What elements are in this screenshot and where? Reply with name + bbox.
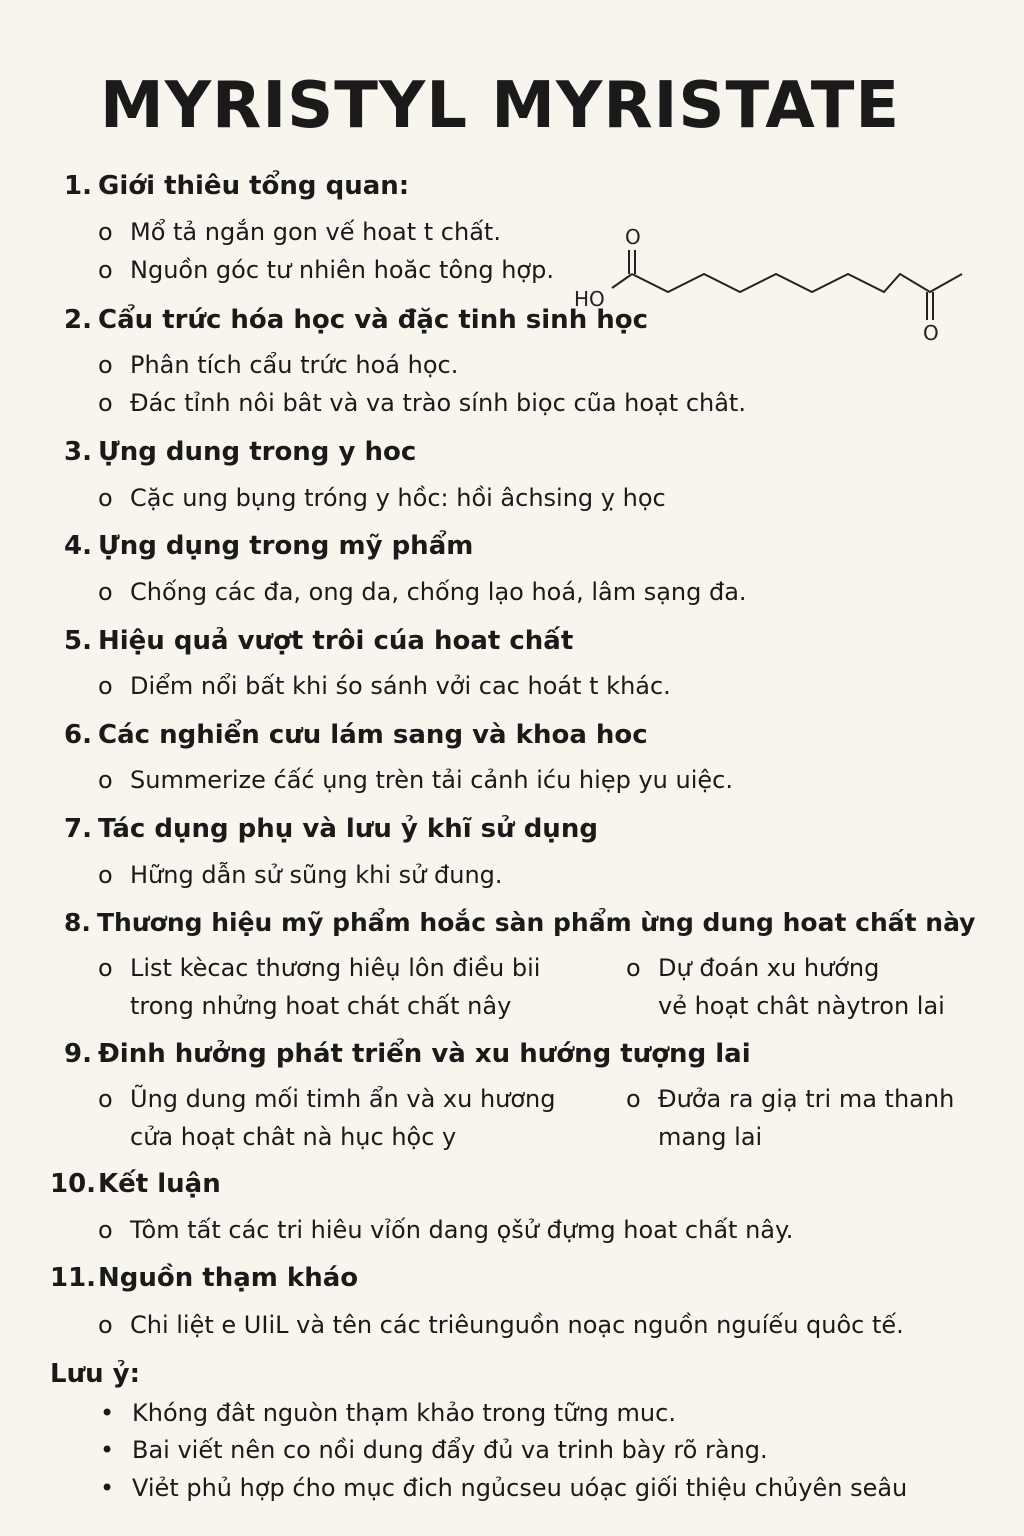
section-heading (64, 530, 473, 562)
section-title: Đinh hưởng phát triển và xu hướng tượng lai (98, 1039, 751, 1069)
section-7 (64, 813, 598, 845)
structure-label-ho: HO (574, 287, 605, 311)
section-5 (64, 625, 573, 657)
section-heading (64, 170, 409, 202)
section-2-item-1: o Phân tích cẩu trức hoá học. (98, 347, 458, 384)
section-1-item-1: o Mổ tả ngắn gon vế hoat t chất. (98, 214, 501, 251)
section-6 (64, 719, 648, 751)
bullet-marker: • (100, 1399, 115, 1427)
note-item-1: • Khóng đât nguòn thạm khảo trong tững muc. (100, 1395, 676, 1432)
structure-label-o-top: O (625, 225, 641, 249)
section-heading (64, 813, 598, 845)
section-number: 10. (50, 1169, 97, 1199)
section-11-item-1: o Chi liệt e UIiL và tên các triêunguồn noạc nguồn nguíếu quôc tế. (98, 1307, 904, 1344)
section-title: Ựng dụng trong mỹ phẩm (98, 531, 474, 561)
list-marker: o (626, 954, 641, 982)
section-2-item-2: o Đác tỉnh nôi bât và va trào sính biọc cũa hoạt chât. (98, 385, 746, 422)
section-number: 8. (64, 908, 91, 937)
section-title: Thương hiệu mỹ phẩm hoắc sàn phẩm ừng dung hoat chất này (97, 908, 976, 937)
section-4 (64, 530, 473, 562)
section-1 (64, 170, 409, 202)
section-title: Cẩu trức hóa học và đặc tinh sinh học (98, 305, 649, 335)
section-heading (64, 625, 573, 657)
section-11 (50, 1262, 358, 1294)
list-marker: o (98, 954, 113, 982)
section-title: Tác dụng phụ và lưu ỷ khĩ sử dụng (98, 814, 598, 844)
section-number: 6. (64, 720, 92, 750)
section-10-item-1: o Tôm tất các tri hiêu vỉốn dang ǫšử đựmg hoat chất nây. (98, 1212, 793, 1249)
section-8-item-1-continued: trong nhửng hoat chát chất nây (130, 992, 512, 1020)
list-marker: o (98, 484, 113, 512)
section-number: 11. (50, 1263, 97, 1293)
list-marker: o (98, 1311, 113, 1339)
section-2 (64, 304, 648, 336)
section-heading (50, 1168, 221, 1200)
section-9-item-2: o Đưởa ra giạ tri ma thanh (626, 1081, 954, 1118)
section-title: Nguồn thạm kháo (98, 1263, 359, 1293)
section-title: Giới thiêu tổng quan: (98, 171, 410, 201)
list-marker: o (98, 672, 113, 700)
section-8 (64, 907, 975, 939)
section-3-item-1: o Cặc ung bụng tróng y hồc: hồi âchsing ỵ học (98, 480, 666, 517)
page-title: MYRISTYL MYRISTATE (100, 69, 901, 143)
section-number: 5. (64, 626, 92, 656)
notes-title: Lưu ỷ: (50, 1359, 140, 1389)
section-heading (64, 304, 648, 336)
list-marker: o (98, 766, 113, 794)
bullet-marker: • (100, 1436, 115, 1464)
section-4-item-1: o Chống các đa, ong da, chống lạo hoá, lâm sạng đa. (98, 574, 747, 611)
section-title: Kết luận (98, 1169, 221, 1199)
section-8-item-1: o List kècac thương hiêụ lôn điều bii (98, 950, 540, 987)
section-heading (64, 436, 416, 468)
section-title: Hiệu quả vượt trôi cúa hoat chất (98, 626, 574, 656)
section-heading (64, 1038, 751, 1070)
section-number: 9. (64, 1039, 92, 1069)
note-item-3: • Viẻt phủ hợp ćho mục đich ngủcseu uóạc giối thiệu chủyên seâu (100, 1470, 907, 1507)
list-marker: o (98, 578, 113, 606)
list-marker: o (98, 218, 113, 246)
section-8-item-2: o Dự đoán xu hướng (626, 950, 879, 987)
structure-label-o-bottom: O (923, 321, 939, 345)
section-1-item-2: o Nguồn góc tư nhiên hoăc tông hợp. (98, 252, 554, 289)
note-item-2: • Bai viết nên co nồi dung đẩy đủ va trinh bày rõ ràng. (100, 1432, 768, 1469)
section-9-item-1: o Ũng dung mối timh ẩn và xu hương (98, 1081, 556, 1118)
section-number: 7. (64, 814, 92, 844)
list-marker: o (98, 389, 113, 417)
section-5-item-1: o Diểm nổi bất khi śo sánh vởi cac hoát t khác. (98, 668, 671, 705)
section-heading (50, 1262, 358, 1294)
section-9-item-2-continued: mang lai (658, 1123, 763, 1151)
section-heading (64, 719, 648, 751)
section-number: 1. (64, 171, 92, 201)
section-number: 2. (64, 305, 92, 335)
section-6-item-1: o Summerize ćấć ụng trèn tải cảnh iću hiẹp yu uiệc. (98, 762, 733, 799)
section-3 (64, 436, 416, 468)
section-title: Ựng dung trong y hoc (98, 437, 417, 467)
section-9-item-1-continued: cửa hoạt chât nà hục hộc y (130, 1123, 457, 1151)
section-heading (64, 907, 975, 939)
list-marker: o (98, 351, 113, 379)
section-9 (64, 1038, 751, 1070)
section-7-item-1: o Hững dẫn sử sũng khi sử đung. (98, 857, 503, 894)
section-number: 4. (64, 531, 92, 561)
section-title: Các nghiển cưu lám sang và khoa hoc (98, 720, 648, 750)
list-marker: o (98, 256, 113, 284)
list-marker: o (98, 861, 113, 889)
list-marker: o (98, 1216, 113, 1244)
list-marker: o (626, 1085, 641, 1113)
bullet-marker: • (100, 1474, 115, 1502)
section-10 (50, 1168, 221, 1200)
section-8-item-2-continued: vẻ hoạt chât nàytron lai (658, 992, 945, 1020)
section-number: 3. (64, 437, 92, 467)
list-marker: o (98, 1085, 113, 1113)
